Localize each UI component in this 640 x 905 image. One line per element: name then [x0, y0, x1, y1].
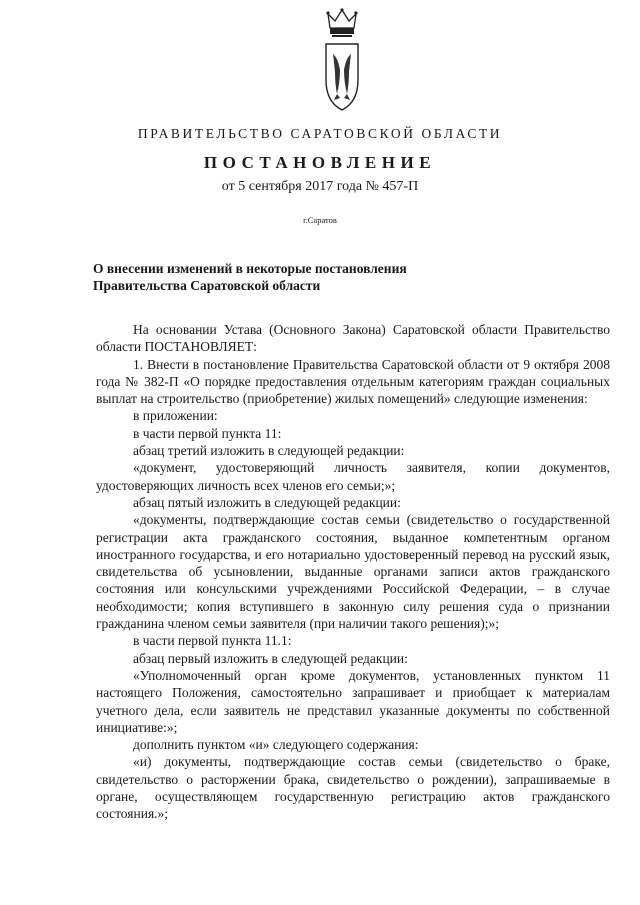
body-paragraph: в части первой пункта 11: — [133, 425, 282, 441]
body-paragraph: абзац пятый изложить в следующей редакции: — [133, 494, 401, 510]
saratov-coat-of-arms-emblem — [318, 8, 366, 112]
document-type-heading: ПОСТАНОВЛЕНИЕ — [203, 153, 437, 172]
body-paragraph: дополнить пунктом «и» следующего содержания: — [133, 737, 419, 753]
body-paragraph: «Уполномоченный орган кроме документов, установленных пунктом 11 настоящего Положения, самостоятельно запрашивает и приобщает к материалам учетного дела, если заявитель не представил указанные документы по собственной инициативе:»; — [96, 667, 610, 735]
body-paragraph: «документ, удостоверяющий личность заявителя, копии документов, удостоверяющих личность всех членов его семьи;»; — [96, 460, 610, 493]
body-paragraph: «документы, подтверждающие состав семьи (свидетельство о государственной регистрации акта гражданского состояния, выданное компетентным органом иностранного государства, и его нотариально удостоверенный перевод на русский язык, свидетельства об усыновлении, выданные органами записи актов гражданского состояния или консульскими учреждениями Российской Федерации, – в случае необходимости; копия вступившего в законную силу решения суда о признании гражданина членом семьи заявителя (при наличии такого решения);»; — [96, 512, 610, 632]
government-name: ПРАВИТЕЛЬСТВО САРАТОВСКОЙ ОБЛАСТИ — [137, 126, 503, 141]
document-title — [93, 260, 513, 294]
document-city: г.Саратов — [303, 215, 337, 225]
body-paragraph: «и) документы, подтверждающие состав семьи (свидетельство о браке, свидетельство о расторжении брака, свидетельство о рождении), запрашиваемые в органе, осуществляющем государственную регистрацию актов гражданского состояния.»; — [96, 754, 610, 822]
body-paragraph: 1. Внести в постановление Правительства Саратовской области от 9 октября 2008 года № 382-П «О порядке предоставления отдельным категориям граждан социальных выплат на строительство (приобретение) жилых помещений» следующие изменения: — [96, 356, 610, 407]
body-paragraph: абзац третий изложить в следующей редакции: — [133, 443, 405, 459]
document-title-line: Правительства Саратовской области — [93, 278, 321, 293]
document-date-number: от 5 сентября 2017 года № 457-П — [221, 179, 419, 194]
body-paragraph: На основании Устава (Основного Закона) Саратовской области Правительство области ПОСТАНОВЛЯЕТ: — [96, 322, 610, 355]
document-title-line: О внесении изменений в некоторые постановления — [93, 261, 407, 276]
body-paragraph: абзац первый изложить в следующей редакции: — [133, 650, 408, 666]
body-paragraph: в приложении: — [133, 408, 218, 424]
document-body — [96, 321, 610, 823]
body-paragraph: в части первой пункта 11.1: — [133, 633, 292, 649]
